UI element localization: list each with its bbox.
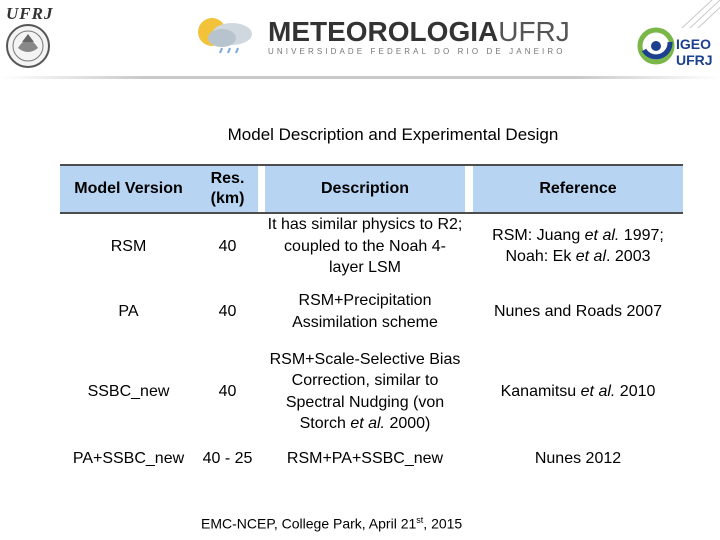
cell-gap: [465, 439, 473, 479]
ufrj-logo: [4, 4, 56, 70]
cell-gap: [258, 279, 265, 345]
brand-wordmark: [268, 16, 570, 48]
cell-res: 40: [218, 302, 237, 320]
cell-res: 40: [218, 237, 237, 255]
cell-model: PA: [118, 302, 139, 320]
model-table: [60, 164, 683, 479]
desc-etal: et al.: [350, 415, 385, 432]
cell-description: RSM+Precipitation Assimilation scheme: [292, 292, 438, 331]
cell-gap: [258, 213, 265, 279]
table-row: [60, 279, 683, 345]
table-row: [60, 345, 683, 439]
ref-text: . 2003: [606, 248, 651, 266]
ref-text: RSM: Juang: [492, 226, 585, 244]
ref-text: Kanamitsu: [500, 382, 581, 400]
brand-meteorologia: METEOROLOGIA: [268, 16, 499, 47]
table-row: [60, 439, 683, 479]
footer-main: EMC-NCEP, College Park, April 21: [201, 515, 417, 532]
cell-reference: [473, 213, 683, 279]
igeo-logo-subtext: UFRJ: [676, 52, 713, 68]
ref-etal: et al.: [584, 226, 620, 244]
ref-text: 2010: [615, 382, 656, 400]
cell-description: RSM+PA+SSBC_new: [286, 449, 444, 467]
igeo-logo-text: IGEO: [676, 36, 712, 52]
cell-description: [265, 345, 465, 439]
cell-gap: [465, 279, 473, 345]
page-title: Model Description and Experimental Design: [227, 125, 559, 144]
cell-reference: [473, 345, 683, 439]
header-resolution: Res. (km): [197, 165, 258, 213]
ref-text: 1997; Noah: Ek: [505, 226, 664, 266]
header-gap: [465, 165, 473, 213]
igeo-logo: [636, 20, 718, 70]
cell-reference: Nunes 2012: [534, 449, 622, 467]
table-header-row: [60, 165, 683, 213]
cell-model: PA+SSBC_new: [72, 449, 185, 467]
cell-reference: Nunes and Roads 2007: [493, 302, 663, 320]
ref-etal: et al: [575, 248, 607, 266]
header-gap: [258, 165, 265, 213]
ufrj-logo-text: UFRJ: [6, 4, 54, 23]
brand-ufrj: UFRJ: [498, 16, 570, 47]
igeo-swirl-icon: [636, 20, 676, 70]
cell-model: RSM: [110, 237, 147, 255]
cell-gap: [465, 213, 473, 279]
ufrj-seal-icon: [4, 4, 56, 70]
header-model-version: Model Version: [60, 165, 197, 213]
footer-tail: , 2015: [423, 515, 463, 532]
weather-cloud-sun-icon: [192, 12, 258, 54]
cell-description: It has similar physics to R2; coupled to the Noah 4-layer LSM: [267, 216, 463, 276]
header-reference: Reference: [473, 165, 683, 213]
cell-res: 40 - 25: [202, 449, 253, 467]
footer-text: [201, 515, 462, 532]
desc-text: 2000): [385, 415, 431, 432]
brand-subtitle: UNIVERSIDADE FEDERAL DO RIO DE JANEIRO: [268, 47, 566, 56]
cell-model: SSBC_new: [87, 382, 170, 400]
table-row: [60, 213, 683, 279]
footer-superscript: st: [416, 515, 424, 525]
desc-text: RSM+Scale-Selective Bias Correction, similar to Spectral Nudging (von Storch: [269, 350, 461, 432]
header-description: Description: [265, 165, 465, 213]
cell-gap: [258, 439, 265, 479]
header-divider: [0, 76, 720, 79]
cell-gap: [258, 345, 265, 439]
cell-res: 40: [218, 382, 237, 400]
cell-gap: [465, 345, 473, 439]
ref-etal: et al.: [580, 382, 616, 400]
